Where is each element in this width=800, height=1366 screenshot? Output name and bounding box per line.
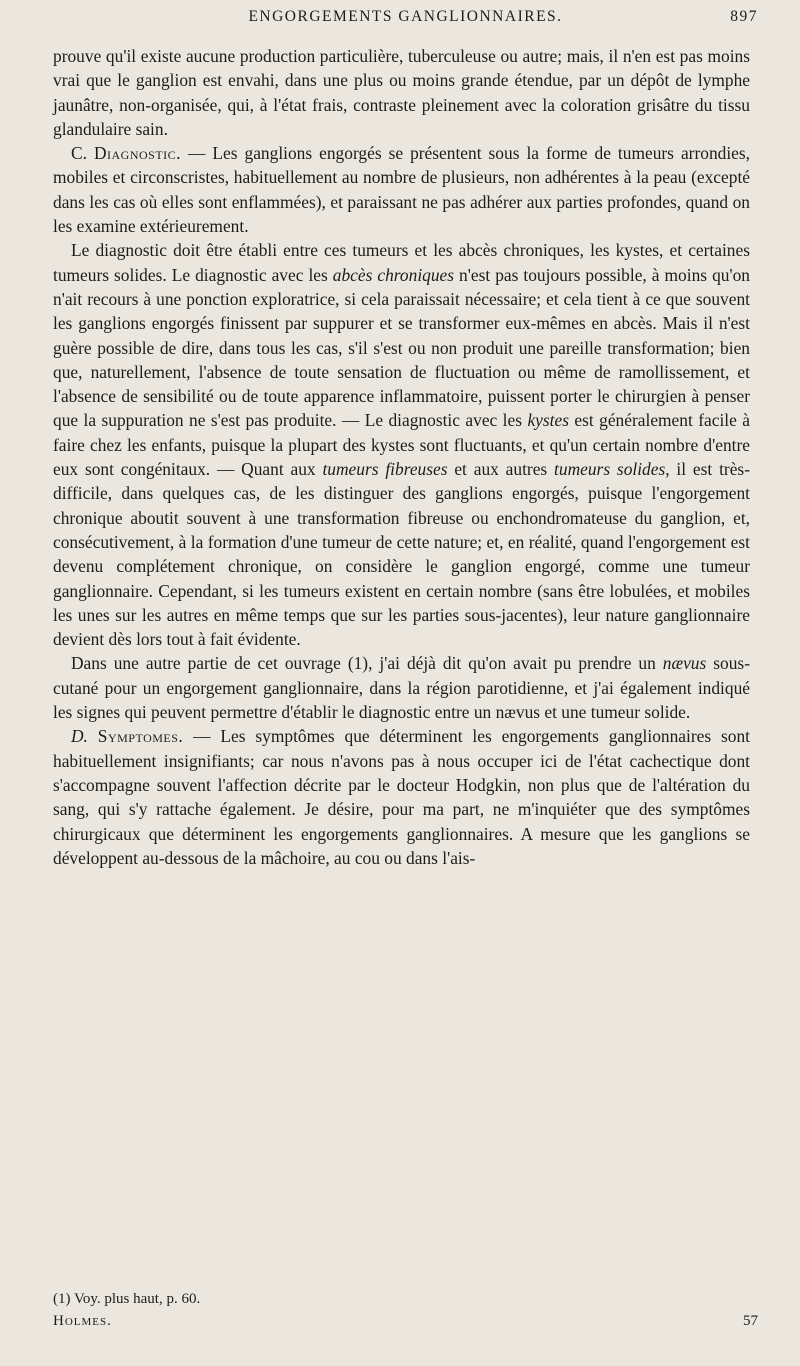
- printer-signature: Holmes.: [53, 1313, 112, 1329]
- body-text: [53, 44, 750, 870]
- running-title: ENGORGEMENTS GANGLIONNAIRES.: [248, 8, 563, 25]
- text-run: et aux autres: [447, 459, 555, 480]
- text-run: prouve qu'il existe aucune production particulière, tuberculeuse ou autre; mais, il n'en est pas moins vrai que le ganglion est envahi, dans une plus ou moins grande étendue, par un dépôt de lymphe jaunâtre, non-organisée, qui, à l'état frais, contraste pleinement avec la coloration grisâtre du tissu glandulaire sain.: [53, 46, 750, 139]
- signature-mark: 57: [743, 1313, 758, 1329]
- text-run: Le diagnostic doit être établi entre ces tumeurs et les abcès chroniques, les kystes, et certaines tumeurs solides. Le diagnostic avec les: [53, 240, 750, 285]
- signature-line: [53, 1310, 758, 1332]
- footnote: (1) Voy. plus haut, p. 60.: [53, 1291, 201, 1307]
- text-run: C.: [71, 143, 94, 164]
- page-footer: [53, 1288, 758, 1332]
- running-header: [53, 8, 758, 32]
- text-run: , il est très-difficile, dans quelques cas, de les distinguer des ganglions engorgés, puisque l'engorgement chronique aboutit souvent à une transformation fibreuse ou enchondromateuse du ganglion, et, consécutivement, à la formation d'une tumeur de cette nature; et, en réalité, quand l'engorgement est devenu complétement chronique, on considère le ganglion engorgé, comme une tumeur ganglionnaire. Cependant, si les tumeurs existent en certain nombre (sans être lobulées, et mobiles les unes sur les autres en même temps que sur les parties sous-jacentes), leur nature ganglionnaire devient dès lors tout à fait évidente.: [53, 459, 750, 650]
- text-run: — Les ganglions engorgés se présentent sous la forme de tumeurs arrondies, mobiles et circonscristes, habituellement au nombre de plusieurs, non adhérentes à la peau (excepté dans les cas où elles sont enflammées), et paraissant ne pas adhérer aux parties profondes, quand on les examine extérieurement.: [53, 143, 750, 237]
- text-run: sous-cutané pour un engorgement ganglionnaire, dans la région parotidienne, et j'ai également indiqué les signes qui peuvent permettre d'établir le diagnostic entre un nævus et une tumeur solide.: [53, 653, 750, 723]
- paragraph: [53, 651, 750, 724]
- section-heading: Diagnostic.: [93, 143, 182, 164]
- paragraph: [53, 141, 750, 238]
- italic-term: abcès chroniques: [332, 264, 455, 285]
- paragraph: [53, 238, 750, 651]
- text-run: est généralement facile à faire chez les enfants, puisque la plupart des kystes sont fluctuants, et qu'un certain nombre d'entre eux sont congénitaux. — Quant aux: [53, 410, 750, 480]
- italic-term: D.: [71, 726, 98, 747]
- paragraph: [53, 724, 750, 870]
- text-run: — Les symptômes que déterminent les engorgements ganglionnaires sont habituellement insignifiants; car nous n'avons pas à nous occuper ici de l'état cachectique dont s'accompagne souvent l'affection décrite par le docteur Hodgkin, non plus que de l'altération du sang, qui s'y rattache également. Je désire, pour ma part, ne m'inquiéter que des symptômes chirurgicaux que déterminent les engorgements ganglionnaires. A mesure que les ganglions se développent au-dessous de la mâchoire, au cou ou dans l'ais-: [53, 726, 750, 868]
- section-heading: Symptomes.: [97, 726, 184, 747]
- italic-term: tumeurs solides: [554, 459, 666, 480]
- page-number: 897: [730, 8, 758, 25]
- italic-term: tumeurs fibreuses: [322, 459, 448, 480]
- text-run: n'est pas toujours possible, à moins qu'on n'ait recours à une ponction exploratrice, si cela paraissait nécessaire; et cela tient à ce que souvent les ganglions engorgés finissent par suppurer et se transformer eux-mêmes en abcès. Mais il n'est guère possible de dire, dans tous les cas, s'il s'est ou non produit une pareille transformation; bien que, naturellement, l'absence de toute sensation de fluctuation ou même de ramollissement, et l'absence de sensibilité ou de toute apparence inflammatoire, puissent porter le chirurgien à penser que la suppuration ne s'est pas produite. — Le diagnostic avec les: [53, 264, 750, 431]
- italic-term: kystes: [527, 410, 569, 431]
- text-run: Dans une autre partie de cet ouvrage (1), j'ai déjà dit qu'on avait pu prendre un: [71, 653, 663, 674]
- italic-term: nævus: [662, 653, 707, 674]
- paragraph: [53, 44, 750, 141]
